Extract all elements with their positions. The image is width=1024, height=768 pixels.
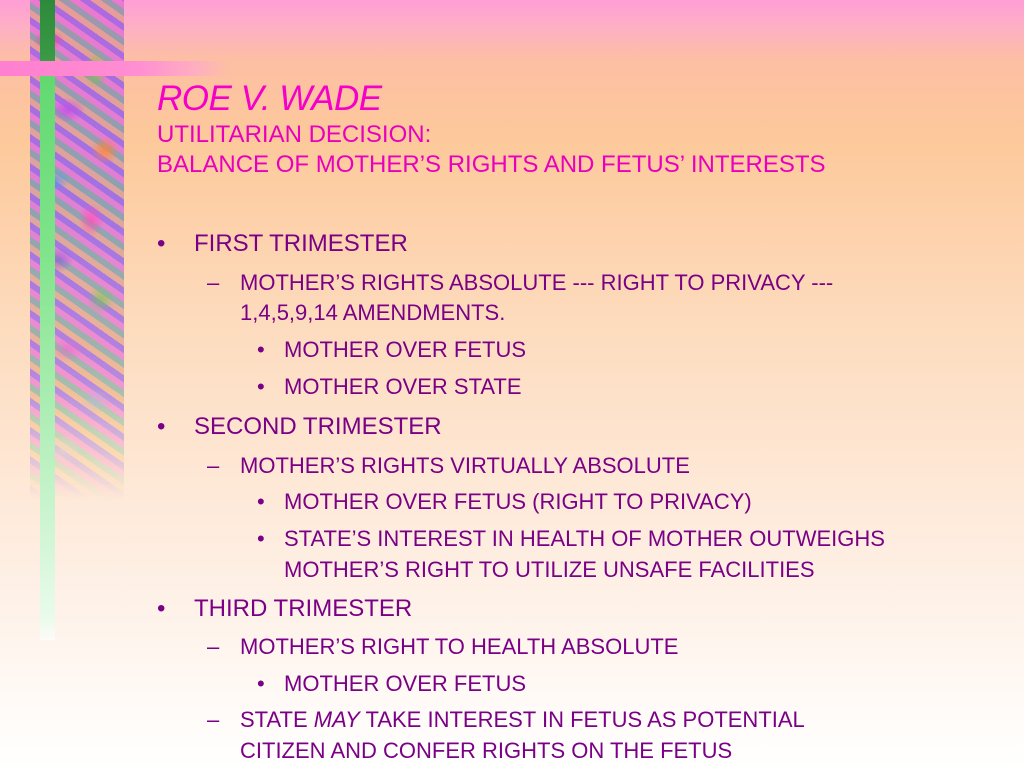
second-trimester-subpoint-1: MOTHER OVER FETUS (RIGHT TO PRIVACY) — [284, 489, 752, 514]
bullet-marker: • — [257, 489, 265, 514]
slide-title: ROE V. WADE — [157, 79, 382, 118]
bullet-marker: • — [157, 413, 166, 440]
second-trimester-heading: SECOND TRIMESTER — [194, 413, 442, 440]
slide-subtitle-line-1: UTILITARIAN DECISION: — [157, 121, 432, 148]
bullet-marker: • — [257, 337, 265, 362]
dash-marker: – — [207, 270, 220, 295]
second-trimester-subpoint-2-line-2: MOTHER’S RIGHT TO UTILIZE UNSAFE FACILITIES — [284, 557, 815, 582]
third-trimester-point-2-line-2: CITIZEN AND CONFER RIGHTS ON THE FETUS — [240, 738, 733, 763]
dash-marker: – — [207, 453, 220, 478]
bullet-marker: • — [157, 230, 166, 257]
third-trimester-subpoint-1: MOTHER OVER FETUS — [284, 671, 527, 696]
decorative-green-bar — [40, 0, 55, 640]
first-trimester-subpoint-2: MOTHER OVER STATE — [284, 374, 522, 399]
bullet-marker: • — [257, 526, 265, 551]
third-trimester-point-2-after: TAKE INTEREST IN FETUS AS POTENTIAL — [359, 707, 805, 732]
dash-marker: – — [207, 634, 220, 659]
second-trimester-subpoint-2-line-1: STATE’S INTEREST IN HEALTH OF MOTHER OUTWEIGHS — [284, 526, 885, 551]
bullet-marker: • — [157, 595, 166, 622]
decorative-pink-bar — [0, 61, 230, 76]
bullet-marker: • — [257, 671, 265, 696]
first-trimester-heading: FIRST TRIMESTER — [194, 230, 408, 257]
third-trimester-point-2-before: STATE — [240, 707, 314, 732]
dash-marker: – — [207, 707, 220, 732]
bullet-marker: • — [257, 374, 265, 399]
first-trimester-subpoint-1: MOTHER OVER FETUS — [284, 337, 527, 362]
first-trimester-point-line-2: 1,4,5,9,14 AMENDMENTS. — [240, 300, 506, 325]
third-trimester-heading: THIRD TRIMESTER — [194, 595, 413, 622]
second-trimester-point: MOTHER’S RIGHTS VIRTUALLY ABSOLUTE — [240, 453, 690, 478]
third-trimester-point-1: MOTHER’S RIGHT TO HEALTH ABSOLUTE — [240, 634, 679, 659]
first-trimester-point-line-1: MOTHER’S RIGHTS ABSOLUTE --- RIGHT TO PRIVACY --- — [240, 270, 834, 295]
title-block — [157, 78, 997, 180]
slide-subtitle-line-2: BALANCE OF MOTHER’S RIGHTS AND FETUS’ INTERESTS — [157, 151, 826, 178]
third-trimester-point-2-line-1 — [240, 705, 805, 735]
emphasis-may: MAY — [313, 707, 360, 732]
